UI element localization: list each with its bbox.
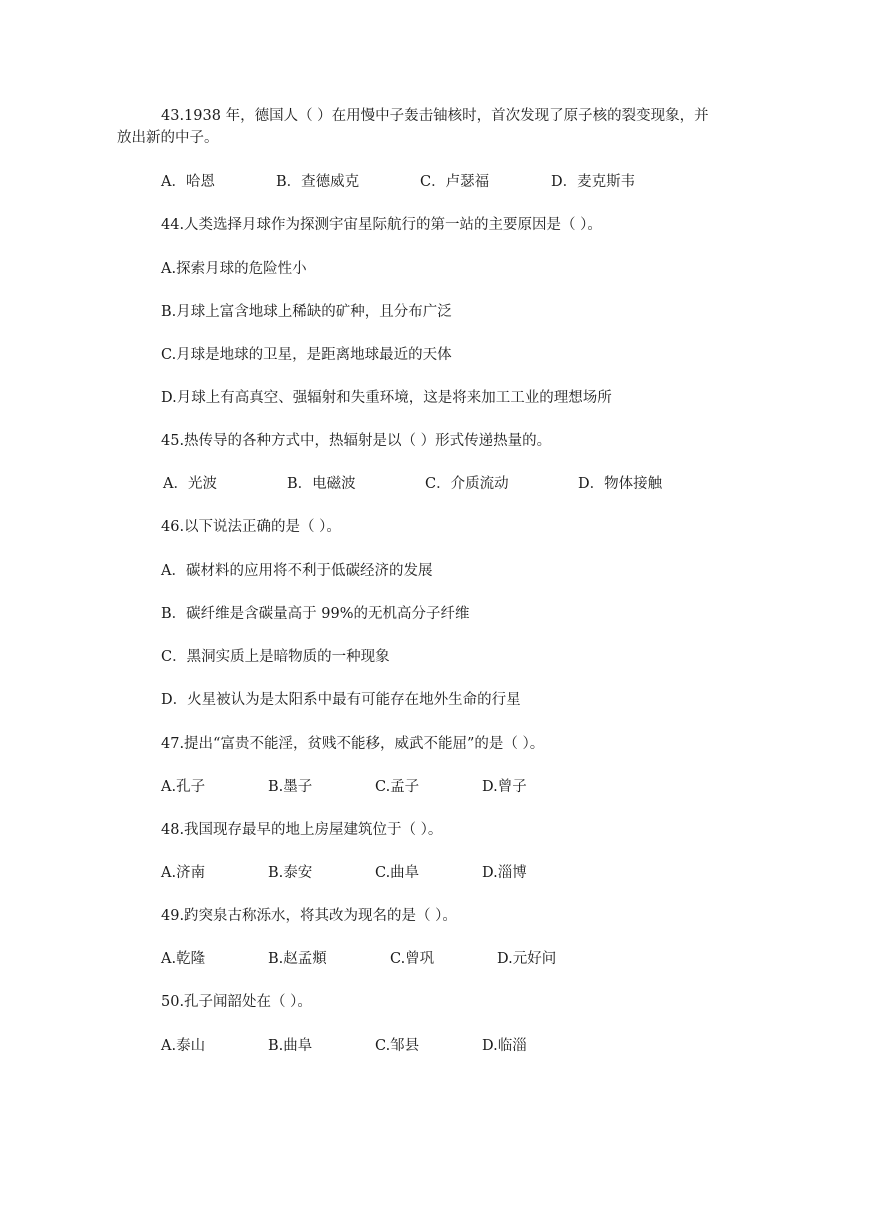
question-46-stem: 46.以下说法正确的是（ ）。 xyxy=(161,519,341,535)
question-50-option-d: D.临淄 xyxy=(482,1038,527,1054)
question-47-option-d: D.曾子 xyxy=(482,779,527,795)
question-48-option-a: A.济南 xyxy=(161,865,206,881)
question-48-option-b: B.泰安 xyxy=(268,865,313,881)
question-49-option-a: A.乾隆 xyxy=(161,951,206,967)
question-45-option-b: B．电磁波 xyxy=(287,476,356,492)
question-46-option-a: A．碳材料的应用将不利于低碳经济的发展 xyxy=(161,563,433,579)
question-43-option-d: D．麦克斯韦 xyxy=(551,174,636,190)
question-48-option-d: D.淄博 xyxy=(482,865,527,881)
question-50-option-a: A.泰山 xyxy=(161,1038,206,1054)
question-47-option-b: B.墨子 xyxy=(268,779,313,795)
question-49-option-c: C.曾巩 xyxy=(390,951,435,967)
question-43-option-c: C．卢瑟福 xyxy=(420,174,490,190)
question-43-option-a: A．哈恩 xyxy=(161,174,215,190)
question-49-stem: 49.趵突泉古称泺水，将其改为现名的是（ ）。 xyxy=(161,908,457,924)
question-44-option-d: D.月球上有高真空、强辐射和失重环境，这是将来加工工业的理想场所 xyxy=(161,390,612,406)
question-44-option-a: A.探索月球的危险性小 xyxy=(161,261,307,277)
question-45-option-a: A．光波 xyxy=(163,476,217,492)
question-45-stem: 45.热传导的各种方式中，热辐射是以（ ）形式传递热量的。 xyxy=(161,433,552,449)
question-43-option-b: B．查德威克 xyxy=(276,174,360,190)
question-45-option-c: C．介质流动 xyxy=(425,476,509,492)
question-48-option-c: C.曲阜 xyxy=(375,865,420,881)
question-50-option-c: C.邹县 xyxy=(375,1038,420,1054)
question-46-option-d: D．火星被认为是太阳系中最有可能存在地外生命的行星 xyxy=(161,692,521,708)
question-47-option-a: A.孔子 xyxy=(161,779,206,795)
question-47-option-c: C.孟子 xyxy=(375,779,420,795)
question-43-stem-line-2: 放出新的中子。 xyxy=(117,130,219,146)
question-49-option-b: B.赵孟頫 xyxy=(268,951,327,967)
question-44-stem: 44.人类选择月球作为探测宇宙星际航行的第一站的主要原因是（ ）。 xyxy=(161,217,602,233)
question-50-option-b: B.曲阜 xyxy=(268,1038,313,1054)
question-50-stem: 50.孔子闻韶处在（ ）。 xyxy=(161,994,312,1010)
question-44-option-b: B.月球上富含地球上稀缺的矿种，且分布广泛 xyxy=(161,304,452,320)
question-45-option-d: D．物体接触 xyxy=(578,476,663,492)
question-43-stem-line-1: 43.1938 年，德国人（ ）在用慢中子轰击铀核时，首次发现了原子核的裂变现象，并 xyxy=(161,108,709,124)
question-44-option-c: C.月球是地球的卫星，是距离地球最近的天体 xyxy=(161,347,452,363)
question-46-option-c: C．黑洞实质上是暗物质的一种现象 xyxy=(161,649,390,665)
question-49-option-d: D.元好问 xyxy=(497,951,557,967)
question-48-stem: 48.我国现存最早的地上房屋建筑位于（ ）。 xyxy=(161,822,443,838)
question-47-stem: 47.提出“富贵不能淫，贫贱不能移，威武不能屈”的是（ ）。 xyxy=(161,736,545,752)
question-46-option-b: B．碳纤维是含碳量高于 99%的无机高分子纤维 xyxy=(161,606,470,622)
